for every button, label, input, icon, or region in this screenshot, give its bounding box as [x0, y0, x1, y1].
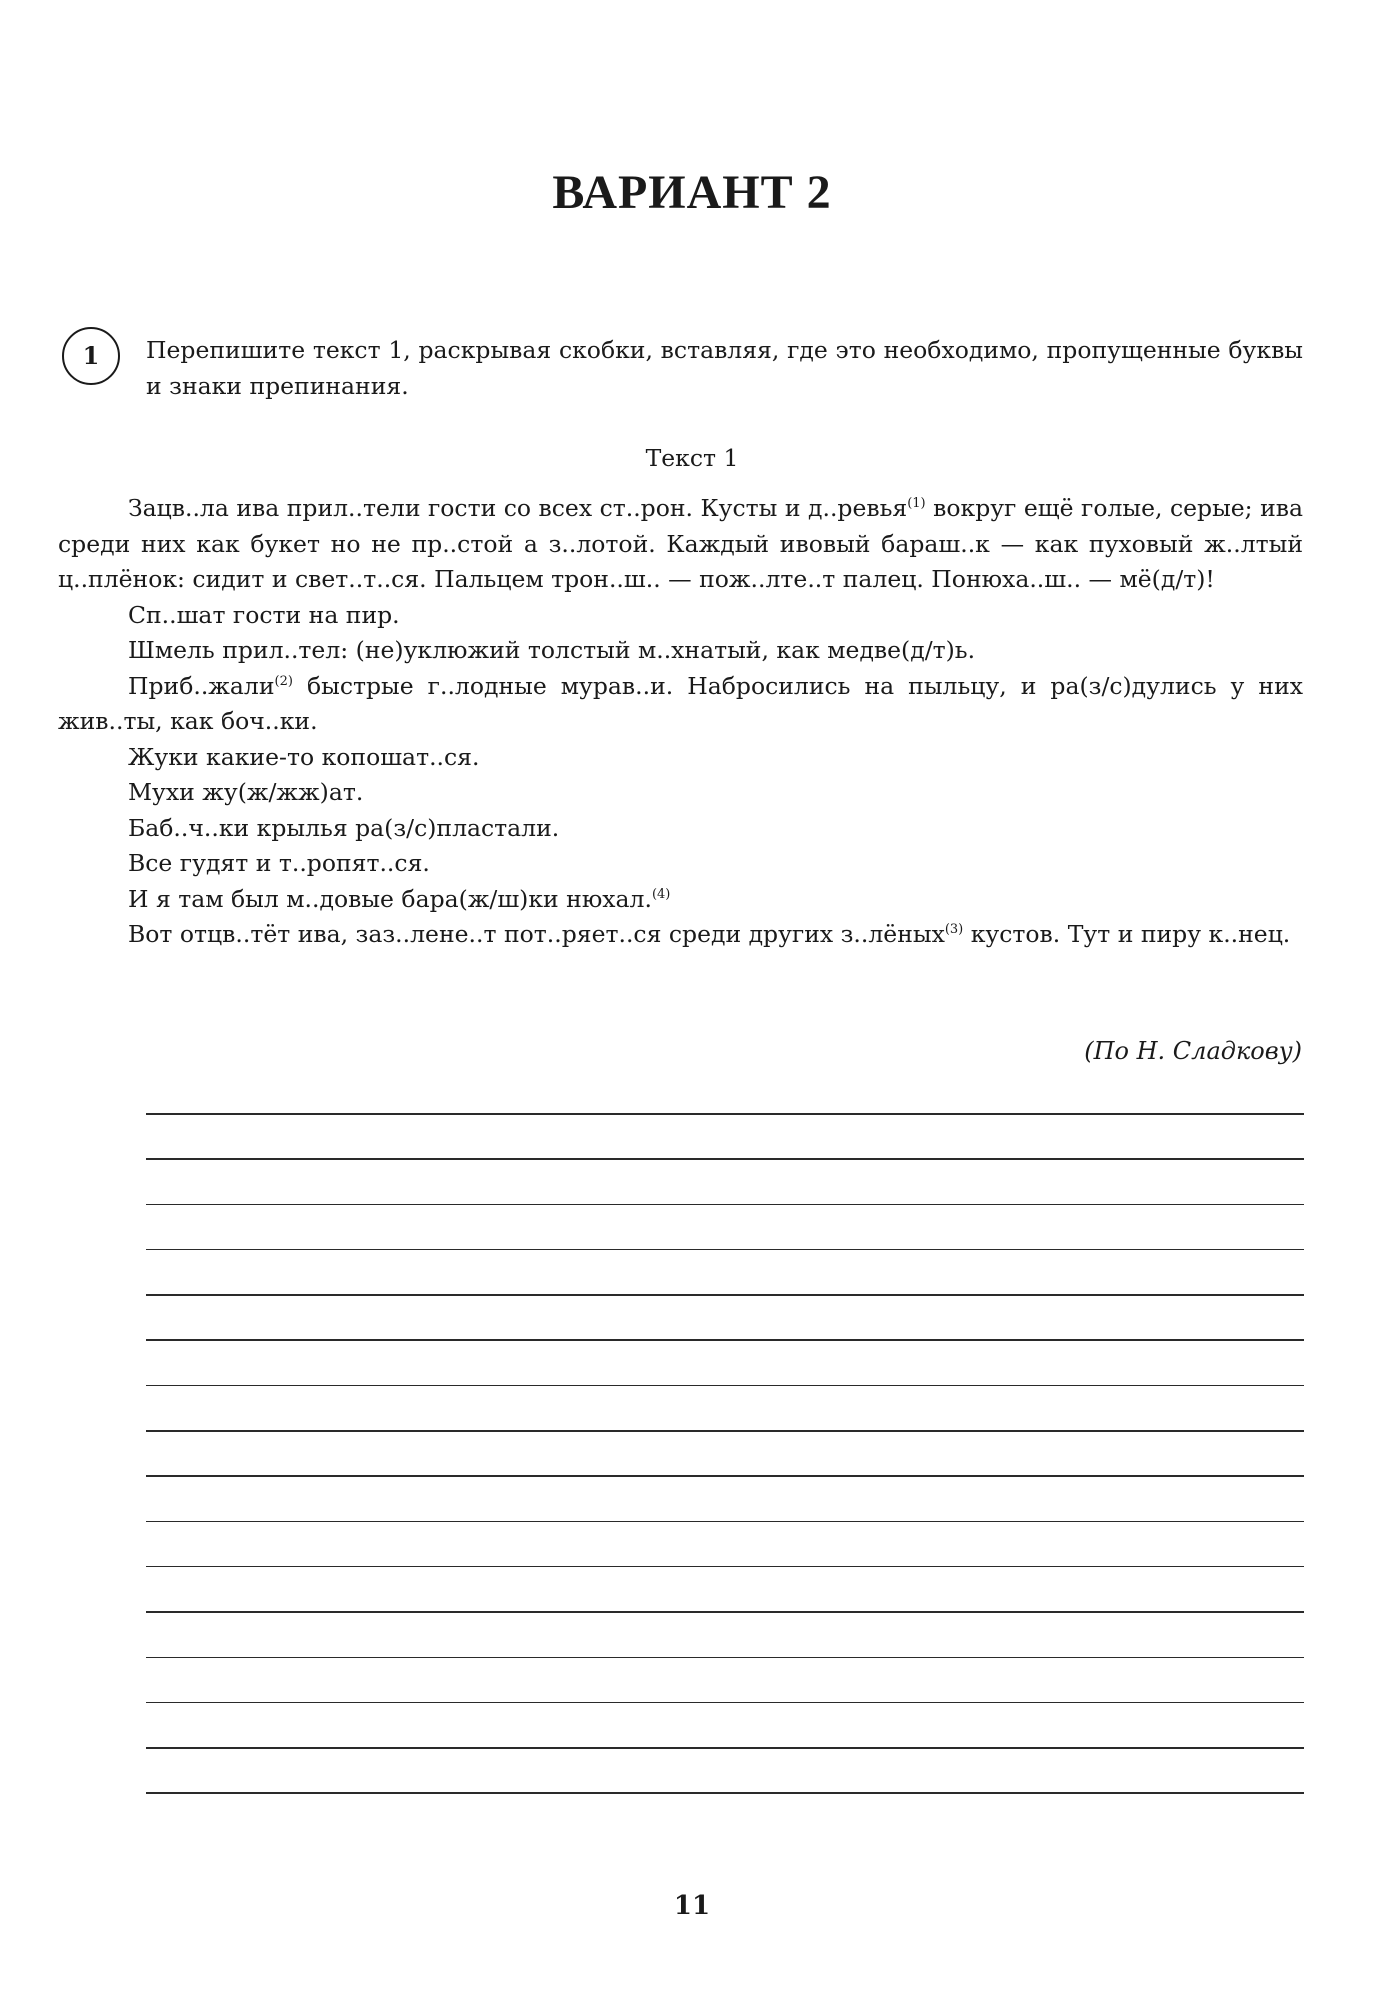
- source-attribution: (По Н. Сладкову): [1084, 1037, 1302, 1065]
- paragraph: Шмель прил..тел: (не)уклюжий толстый м..хнатый, как медве(д/т)ь.: [128, 636, 976, 664]
- writing-line[interactable]: [146, 1204, 1304, 1206]
- writing-line[interactable]: [146, 1113, 1304, 1115]
- writing-line[interactable]: [146, 1521, 1304, 1523]
- paragraph: Жуки какие-то копошат..ся.: [128, 742, 480, 771]
- paragraph: Приб..жали$^{(2)}$ быстрые г..лодные мурав..и. Набросились на пыльцу, и ра(з/с)дулись у них жив..ты, как боч..ки.: [58, 671, 1303, 735]
- writing-line[interactable]: [146, 1792, 1304, 1794]
- task-number-badge: 1: [62, 327, 120, 385]
- footnote-marker: (1): [907, 496, 926, 512]
- text-heading: Текст 1: [645, 444, 739, 472]
- footnote-marker: (4): [651, 886, 671, 902]
- writing-line[interactable]: [146, 1566, 1304, 1568]
- writing-line[interactable]: [146, 1294, 1304, 1296]
- paragraph: Все гудят и т..ропят..ся.: [128, 849, 430, 877]
- variant-title: ВАРИАНТ 2: [552, 166, 832, 219]
- footnote-marker: (3): [944, 922, 964, 938]
- paragraph: Баб..ч..ки крылья ра(з/с)пластали.: [128, 813, 560, 842]
- writing-line[interactable]: [146, 1747, 1304, 1749]
- paragraph: Вот отцв..тёт ива, заз..лене..т пот..ряет..ся среди других з..лёных$^{(3)}$ кустов. Тут и пиру к..нец.: [128, 920, 1291, 948]
- passage: [58, 491, 1303, 953]
- paragraph: Зацв..ла ива прил..тели гости со всех ст..рон. Кусты и д..ревья$^{(1)}$ вокруг ещё голые, серые; ива среди них как букет но не пр..стой а з..лотой. Каждый ивовый бараш..к — как пуховый ж..лтый ц..плёнок: сидит и свет..т..ся. Пальцем трон..ш.. — пож..лте..т палец. Понюха..ш.. — мё(д/т)!: [58, 494, 1303, 593]
- page-number: 11: [673, 1891, 711, 1921]
- paragraph: Сп..шат гости на пир.: [128, 600, 400, 629]
- writing-line[interactable]: [146, 1249, 1304, 1251]
- writing-line[interactable]: [146, 1475, 1304, 1477]
- writing-line[interactable]: [146, 1385, 1304, 1387]
- paragraph: Мухи жу(ж/жж)ат.: [128, 778, 364, 806]
- writing-line[interactable]: [146, 1339, 1304, 1341]
- footnote-marker: (2): [274, 673, 293, 689]
- task-instruction: Перепишите текст 1, раскрывая скобки, вставляя, где это необходимо, пропущенные буквы и знаки препинания.: [146, 336, 1303, 400]
- paragraph: И я там был м..довые бара(ж/ш)ки нюхал.$^{(4)}$: [128, 884, 671, 913]
- writing-line[interactable]: [146, 1611, 1304, 1613]
- writing-line[interactable]: [146, 1657, 1304, 1659]
- writing-line[interactable]: [146, 1430, 1304, 1432]
- writing-line[interactable]: [146, 1158, 1304, 1160]
- answer-lines[interactable]: [146, 1113, 1304, 1838]
- writing-line[interactable]: [146, 1702, 1304, 1704]
